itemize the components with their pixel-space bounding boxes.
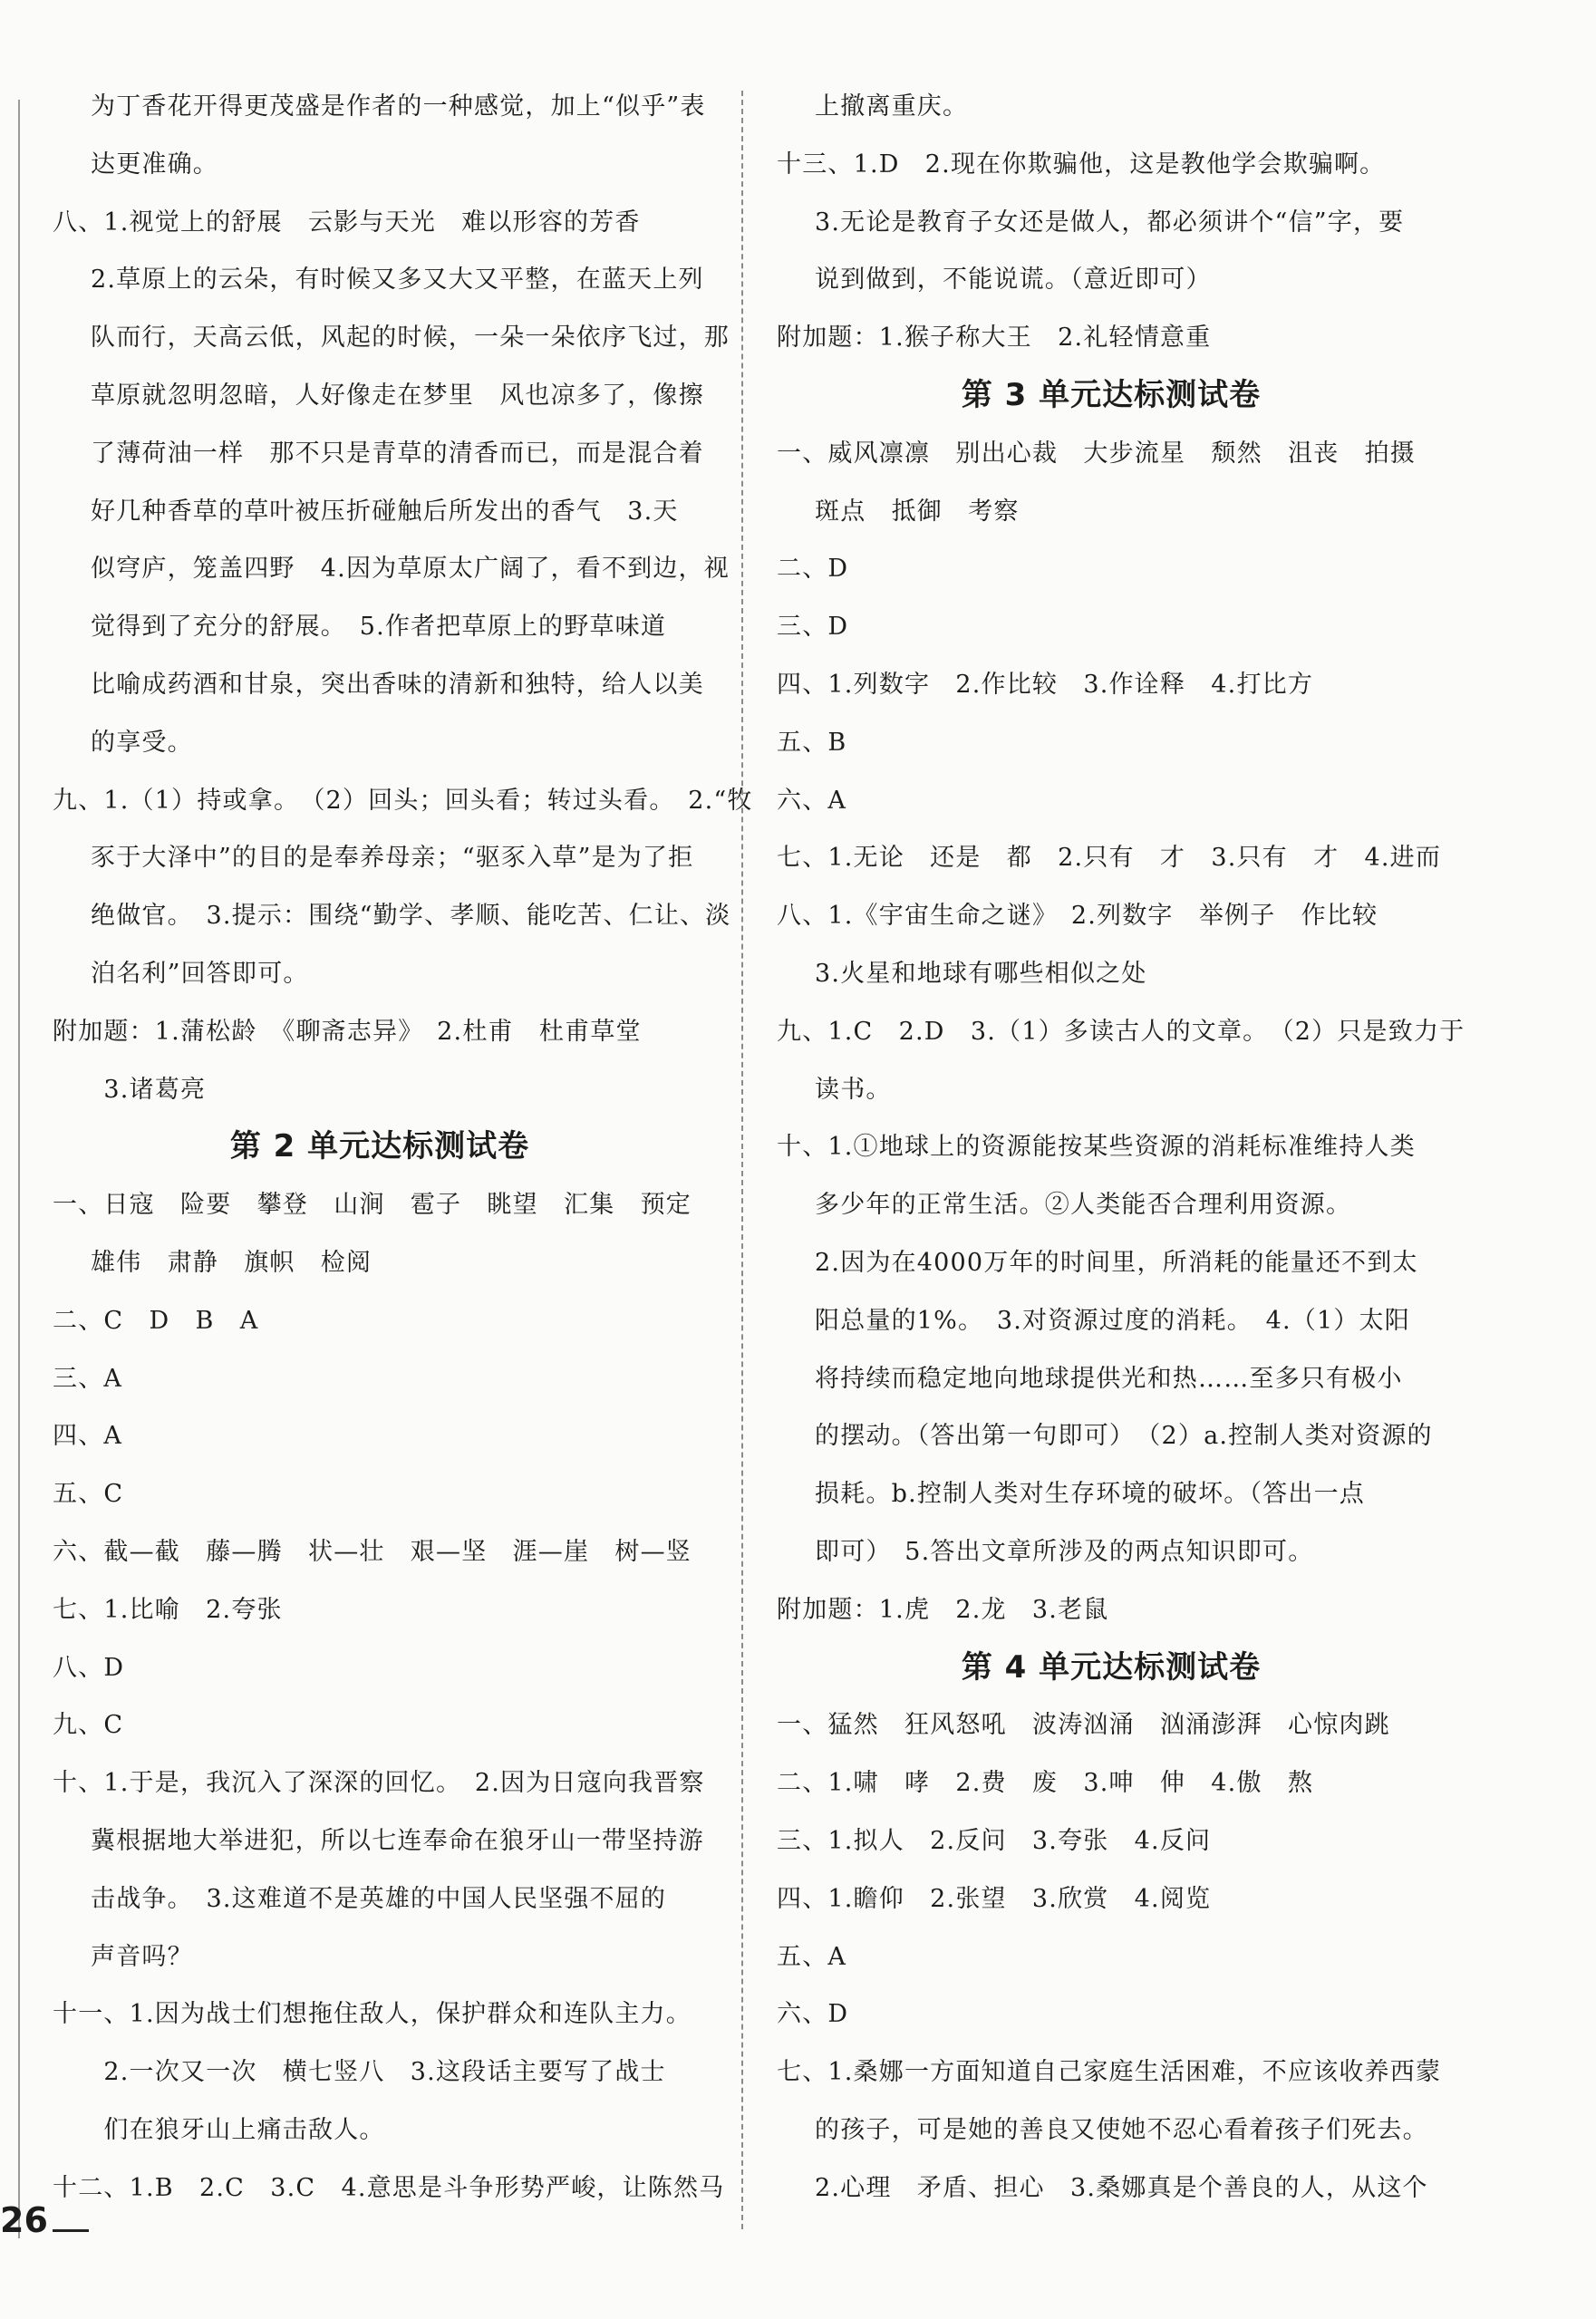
answer-line: 八、D: [53, 1653, 125, 1682]
answer-line: 说到做到，不能说谎。（意近即可）: [815, 266, 1212, 295]
answer-line: 五、C: [53, 1480, 124, 1509]
answer-line: 读书。: [815, 1075, 892, 1104]
answer-line: 附加题：1.虎 2.龙 3.老鼠: [777, 1595, 1109, 1624]
answer-line: 九、1.（1）持或拿。 （2）回头；回头看；转过头看。 2.“牧: [53, 786, 753, 815]
answer-line: 了薄荷油一样 那不只是青草的清香而已，而是混合着: [91, 439, 704, 468]
answer-line: 声音吗？: [91, 1942, 193, 1971]
answer-line: 十一、1.因为战士们想拖住敌人，保护群众和连队主力。: [53, 2000, 692, 2029]
answer-line: 斑点 抵御 考察: [815, 497, 1020, 526]
answer-line: 的摆动。（答出第一句即可） （2）a.控制人类对资源的: [815, 1422, 1433, 1451]
answer-line: 二、C D B A: [53, 1306, 259, 1335]
answer-line: 七、1.比喻 2.夸张: [53, 1595, 283, 1624]
answer-line: 一、威风凛凛 别出心裁 大步流星 颓然 沮丧 拍摄: [777, 439, 1416, 468]
answer-line: 豕于大泽中”的目的是奉养母亲；“驱豕入草”是为了拒: [91, 844, 694, 873]
section-title: 第 2 单元达标测试卷: [229, 1128, 530, 1165]
answer-line: 九、1.C 2.D 3.（1）多读古人的文章。 （2）只是致力于: [777, 1017, 1465, 1046]
answer-line: 队而行，天高云低，风起的时候，一朵一朵依序飞过，那: [91, 324, 730, 353]
answer-line: 十二、1.B 2.C 3.C 4.意思是斗争形势严峻，让陈然马: [53, 2173, 725, 2202]
page-number: 26: [0, 2200, 48, 2240]
answer-line: 似穹庐，笼盖四野 4.因为草原太广阔了，看不到边，视: [91, 555, 730, 584]
answer-line: 的享受。: [91, 728, 193, 757]
left-column: [53, 78, 753, 2217]
answer-line: 击战争。 3.这难道不是英雄的中国人民坚强不屈的: [91, 1884, 667, 1913]
answer-line: 七、1.桑娜一方面知道自己家庭生活困难，不应该收养西蒙: [777, 2058, 1442, 2087]
answer-line: 觉得到了充分的舒展。 5.作者把草原上的野草味道: [91, 613, 667, 642]
answer-line: 2.心理 矛盾、担心 3.桑娜真是个善良的人，从这个: [815, 2173, 1428, 2202]
answer-line: 3.无论是教育子女还是做人，都必须讲个“信”字，要: [815, 208, 1405, 237]
answer-line: 损耗。b.控制人类对生存环境的破坏。（答出一点: [815, 1480, 1365, 1509]
answer-line: 多少年的正常生活。②人类能否合理利用资源。: [815, 1191, 1352, 1220]
answer-line: 阳总量的1%。 3.对资源过度的消耗。 4.（1）太阳: [815, 1306, 1410, 1335]
answer-line: 上撤离重庆。: [815, 92, 969, 121]
answer-line: 们在狼牙山上痛击敌人。: [53, 2115, 385, 2144]
answer-line: 即可） 5.答出文章所涉及的两点知识即可。: [815, 1537, 1314, 1566]
page-number-dash: [53, 2229, 89, 2232]
column-divider: [741, 91, 743, 2229]
answer-line: 草原就忽明忽暗，人好像走在梦里 风也凉多了，像擦: [91, 381, 704, 410]
answer-line: 三、A: [53, 1364, 123, 1393]
answer-line: 八、1.视觉上的舒展 云影与天光 难以形容的芳香: [53, 208, 641, 237]
answer-line: 泊名利”回答即可。: [91, 959, 309, 988]
answer-line: 附加题：1.蒲松龄 《聊斋志异》 2.杜甫 杜甫草堂: [53, 1017, 642, 1046]
answer-line: 十、1.于是，我沉入了深深的回忆。 2.因为日寇向我晋察: [53, 1769, 705, 1798]
answer-line: 将持续而稳定地向地球提供光和热……至多只有极小: [815, 1364, 1403, 1393]
answer-line: 附加题：1.猴子称大王 2.礼轻情意重: [777, 324, 1212, 353]
answer-line: 六、D: [777, 2000, 849, 2029]
page-left-border: [18, 100, 20, 2238]
answer-line: 为丁香花开得更茂盛是作者的一种感觉，加上“似乎”表: [91, 92, 706, 121]
answer-line: 五、A: [777, 1942, 847, 1971]
answer-line: 四、1.列数字 2.作比较 3.作诠释 4.打比方: [777, 670, 1314, 699]
answer-line: 七、1.无论 还是 都 2.只有 才 3.只有 才 4.进而: [777, 844, 1442, 873]
answer-line: 3.火星和地球有哪些相似之处: [815, 959, 1147, 988]
answer-line: 二、1.啸 哮 2.费 废 3.呻 伸 4.傲 熬: [777, 1769, 1314, 1798]
answer-line: 一、猛然 狂风怒吼 波涛汹涌 汹涌澎湃 心惊肉跳: [777, 1711, 1390, 1740]
answer-line: 3.诸葛亮: [53, 1075, 207, 1104]
answer-line: 好几种香草的草叶被压折碰触后所发出的香气 3.天: [91, 497, 679, 526]
answer-line: 十、1.①地球上的资源能按某些资源的消耗标准维持人类: [777, 1133, 1416, 1162]
answer-line: 2.因为在4000万年的时间里，所消耗的能量还不到太: [815, 1248, 1418, 1277]
answer-line: 九、C: [53, 1711, 124, 1740]
answer-line: 四、1.瞻仰 2.张望 3.欣赏 4.阅览: [777, 1884, 1212, 1913]
answer-line: 比喻成药酒和甘泉，突出香味的清新和独特，给人以美: [91, 670, 704, 699]
answer-line: 三、D: [777, 613, 849, 642]
answer-line: 2.草原上的云朵，有时候又多又大又平整，在蓝天上列: [91, 266, 704, 295]
answer-line: 二、D: [777, 555, 849, 584]
section-title: 第 4 单元达标测试卷: [961, 1648, 1262, 1686]
answer-line: 三、1.拟人 2.反问 3.夸张 4.反问: [777, 1826, 1212, 1855]
answer-line: 的孩子，可是她的善良又使她不忍心看着孩子们死去。: [815, 2115, 1428, 2144]
answer-line: 五、B: [777, 728, 847, 757]
answer-line: 雄伟 肃静 旗帜 检阅: [91, 1248, 372, 1277]
right-column: [777, 78, 1465, 2217]
answer-line: 一、日寇 险要 攀登 山涧 雹子 眺望 汇集 预定: [53, 1191, 692, 1220]
answer-line: 冀根据地大举进犯，所以七连奉命在狼牙山一带坚持游: [91, 1826, 704, 1855]
answer-line: 六、截—截 藤—腾 状—壮 艰—坚 涯—崖 树—竖: [53, 1537, 692, 1566]
answer-line: 八、1.《宇宙生命之谜》 2.列数字 举例子 作比较: [777, 902, 1378, 931]
answer-line: 四、A: [53, 1422, 123, 1451]
section-title: 第 3 单元达标测试卷: [961, 376, 1262, 413]
answer-line: 十三、1.D 2.现在你欺骗他，这是教他学会欺骗啊。: [777, 150, 1386, 179]
answer-line: 达更准确。: [91, 150, 218, 179]
answer-line: 绝做官。 3.提示：围绕“勤学、孝顺、能吃苦、仁让、淡: [91, 902, 731, 931]
answer-line: 2.一次又一次 横七竖八 3.这段话主要写了战士: [53, 2058, 666, 2087]
answer-line: 六、A: [777, 786, 847, 815]
